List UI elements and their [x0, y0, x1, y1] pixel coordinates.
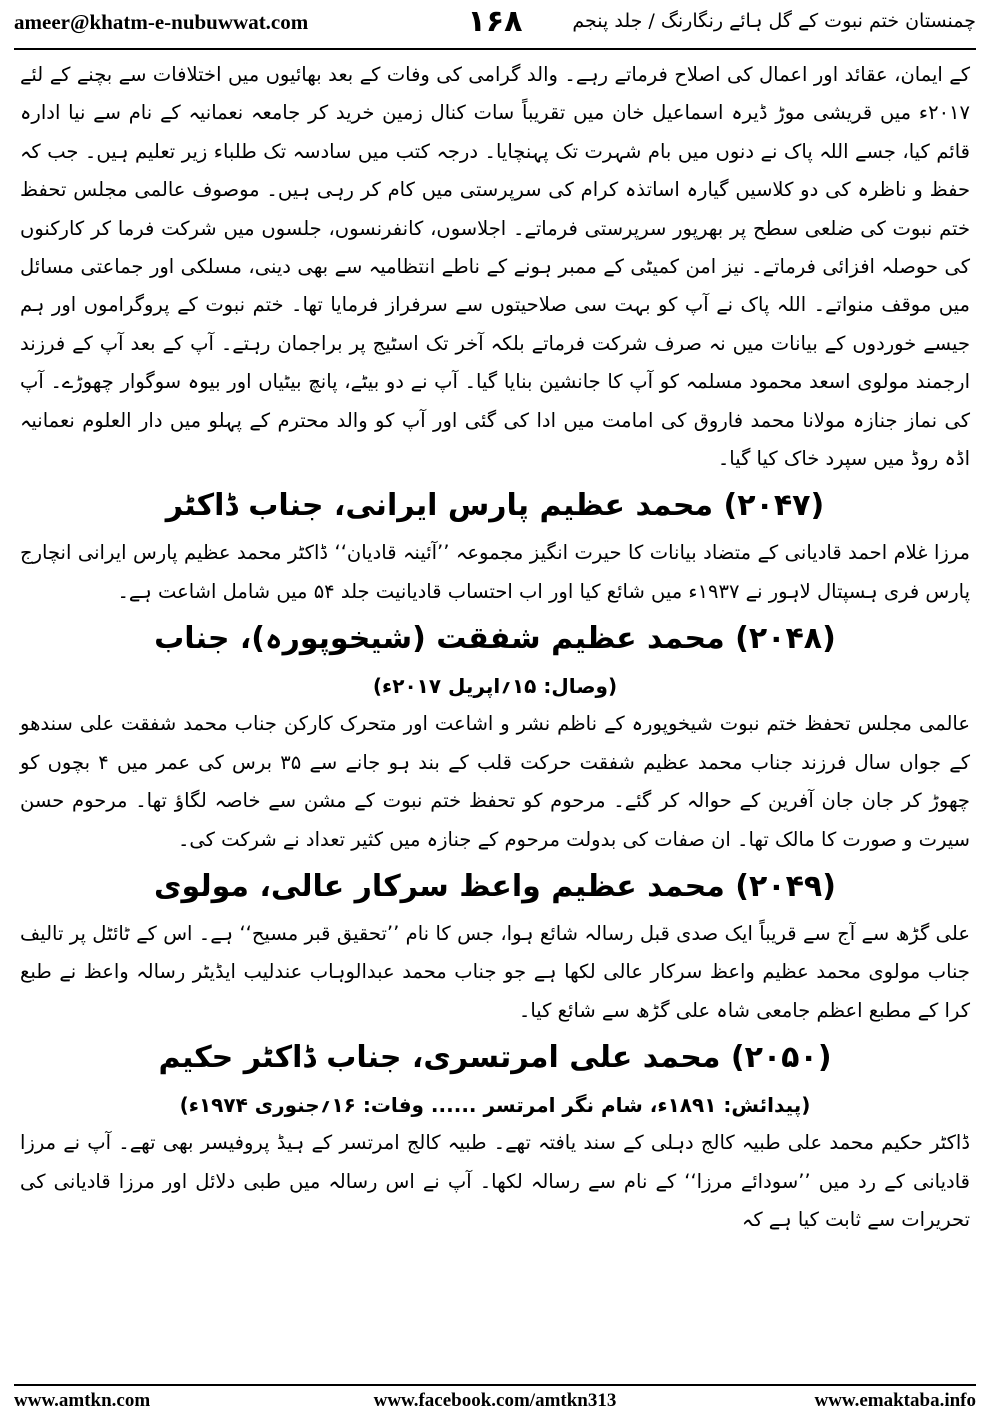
entry-2049-text: علی گڑھ سے آج سے قریباً ایک صدی قبل رسالہ شائع ہوا، جس کا نام ’’تحقیق قبر مسیح‘‘ ہے۔ اس کے ٹائٹل پر تالیف جناب مولوی محمد عظیم واعظ سرکار عالی لکھا ہے جو جناب محمد عبدالوہاب عندلیب ایڈیٹر رسالہ واعظ نے طبع کرا کے مطبع اعظم جامعی شاہ علی گڑھ سے شائع کیا۔ — [20, 921, 970, 1022]
page-header — [14, 4, 976, 44]
entry-2047-text: مرزا غلام احمد قادیانی کے متضاد بیانات کا حیرت انگیز مجموعہ ’’آئینہ قادیان‘‘ ڈاکٹر محمد عظیم پارس ایرانی انچارج پارس فری ہسپتال لاہور نے ۱۹۳۷ء میں شائع کیا اور اب احتساب قادیانیت جلد ۵۴ میں شامل اشاعت ہے۔ — [20, 541, 970, 603]
page-footer — [14, 1390, 976, 1416]
entry-2048-heading: (۲۰۴۸) محمد عظیم شفقت (شیخوپورہ)، جناب — [154, 621, 836, 657]
footer-link-amtkn[interactable]: www.amtkn.com — [14, 1390, 151, 1411]
entry-2048-dates: (وصال: ۱۵؍اپریل ۲۰۱۷ء) — [372, 674, 618, 699]
page-number: ۱۶۸ — [467, 4, 523, 39]
intro-paragraph: کے ایمان، عقائد اور اعمال کی اصلاح فرماتے رہے۔ والد گرامی کی وفات کے بعد بھائیوں میں اختلافات سے بچنے کے لئے ۲۰۱۷ء میں قریشی موڑ ڈیرہ اسماعیل خان میں تقریباً سات کنال زمین خرید کر جامعہ نعمانیہ کے نام سے نیا ادارہ قائم کیا، جسے اللہ پاک نے دنوں میں بام شہرت تک پہنچایا۔ درجہ کتب میں سادسہ تک طلباء زیر تعلیم ہیں۔ جب کہ حفظ و ناظرہ کی دو کلاسیں گیارہ اساتذہ کرام کی سرپرستی میں کام کر رہی ہیں۔ موصوف عالمی مجلس تحفظ ختم نبوت کی ضلعی سطح پر بھرپور سرپرستی فرماتے۔ اجلاسوں، کانفرنسوں، جلسوں میں شرکت فرما کر کارکنوں کی حوصلہ افزائی فرماتے۔ نیز امن کمیٹی کے ممبر ہونے کے ناطے انتظامیہ سے بھی دینی، مسلکی اور جماعتی مسائل میں موقف منواتے۔ اللہ پاک نے آپ کو بہت سی صلاحیتوں سے سرفراز فرمایا تھا۔ ختم نبوت کے پروگراموں اور ہم جیسے خوردوں کے بیانات میں نہ صرف شرکت فرماتے بلکہ آخر تک اسٹیج پر براجمان رہتے۔ آپ کے بعد آپ کے فرزند ارجمند مولوی اسعد محمود مسلمہ کو آپ کا جانشین بنایا گیا۔ آپ نے دو بیٹے، پانچ بیٹیاں اور بیوہ سوگوار چھوڑے۔ آپ کی نماز جنازہ مولانا محمد فاروق کی امامت میں ادا کی گئی اور آپ کو والد محترم کے پہلو میں دار العلوم نعمانیہ اڈہ روڈ میں سپرد خاک کیا گیا۔ — [20, 63, 970, 471]
footer-link-facebook[interactable]: www.facebook.com/amtkn313 — [373, 1390, 617, 1411]
page-content — [20, 56, 970, 1378]
entry-2050-dates: (پیدائش: ۱۸۹۱ء، شام نگر امرتسر ...... وفات: ۱۶؍جنوری ۱۹۷۴ء) — [179, 1093, 811, 1118]
entry-2048-text: عالمی مجلس تحفظ ختم نبوت شیخوپورہ کے ناظم نشر و اشاعت اور متحرک کارکن جناب محمد شفقت علی سندھو کے جواں سال فرزند جناب محمد عظیم شفقت حرکت قلب کے بند ہو جانے سے ۳۵ برس کی عمر میں ۴ بچوں کو چھوڑ کر جان جان آفرین کے حوالہ کر گئے۔ مرحوم کو تحفظ ختم نبوت کے مشن سے خاصہ لگاؤ تھا۔ مرحوم حسن سیرت و صورت کا مالک تھا۔ ان صفات کی بدولت مرحوم کے جنازہ میں کثیر تعداد نے شرکت کی۔ — [20, 712, 971, 851]
footer-link-emaktaba[interactable]: www.emaktaba.info — [814, 1390, 976, 1411]
entry-2047-heading: (۲۰۴۷) محمد عظیم پارس ایرانی، جناب ڈاکٹر — [165, 488, 825, 524]
entry-2050-text: ڈاکٹر حکیم محمد علی طبیہ کالج دہلی کے سند یافتہ تھے۔ طبیہ کالج امرتسر کے ہیڈ پروفیسر بھی تھے۔ آپ نے مرزا قادیانی کے رد میں ’’سودائے مرزا‘‘ کے نام سے رسالہ لکھا۔ آپ نے اس رسالہ میں طبی دلائل اور مرزا قادیانی کی تحریرات سے ثابت کیا ہے کہ — [20, 1131, 970, 1231]
book-title: چمنستان ختم نبوت کے گل ہائے رنگارنگ / جلد پنجم — [572, 10, 976, 32]
header-divider — [14, 48, 976, 50]
entry-2050-heading: (۲۰۵۰) محمد علی امرتسری، جناب ڈاکٹر حکیم — [158, 1040, 832, 1076]
header-email[interactable]: ameer@khatm-e-nubuwwat.com — [14, 10, 309, 34]
footer-divider — [14, 1384, 976, 1386]
entry-2049-heading: (۲۰۴۹) محمد عظیم واعظ سرکار عالی، مولوی — [154, 868, 836, 904]
